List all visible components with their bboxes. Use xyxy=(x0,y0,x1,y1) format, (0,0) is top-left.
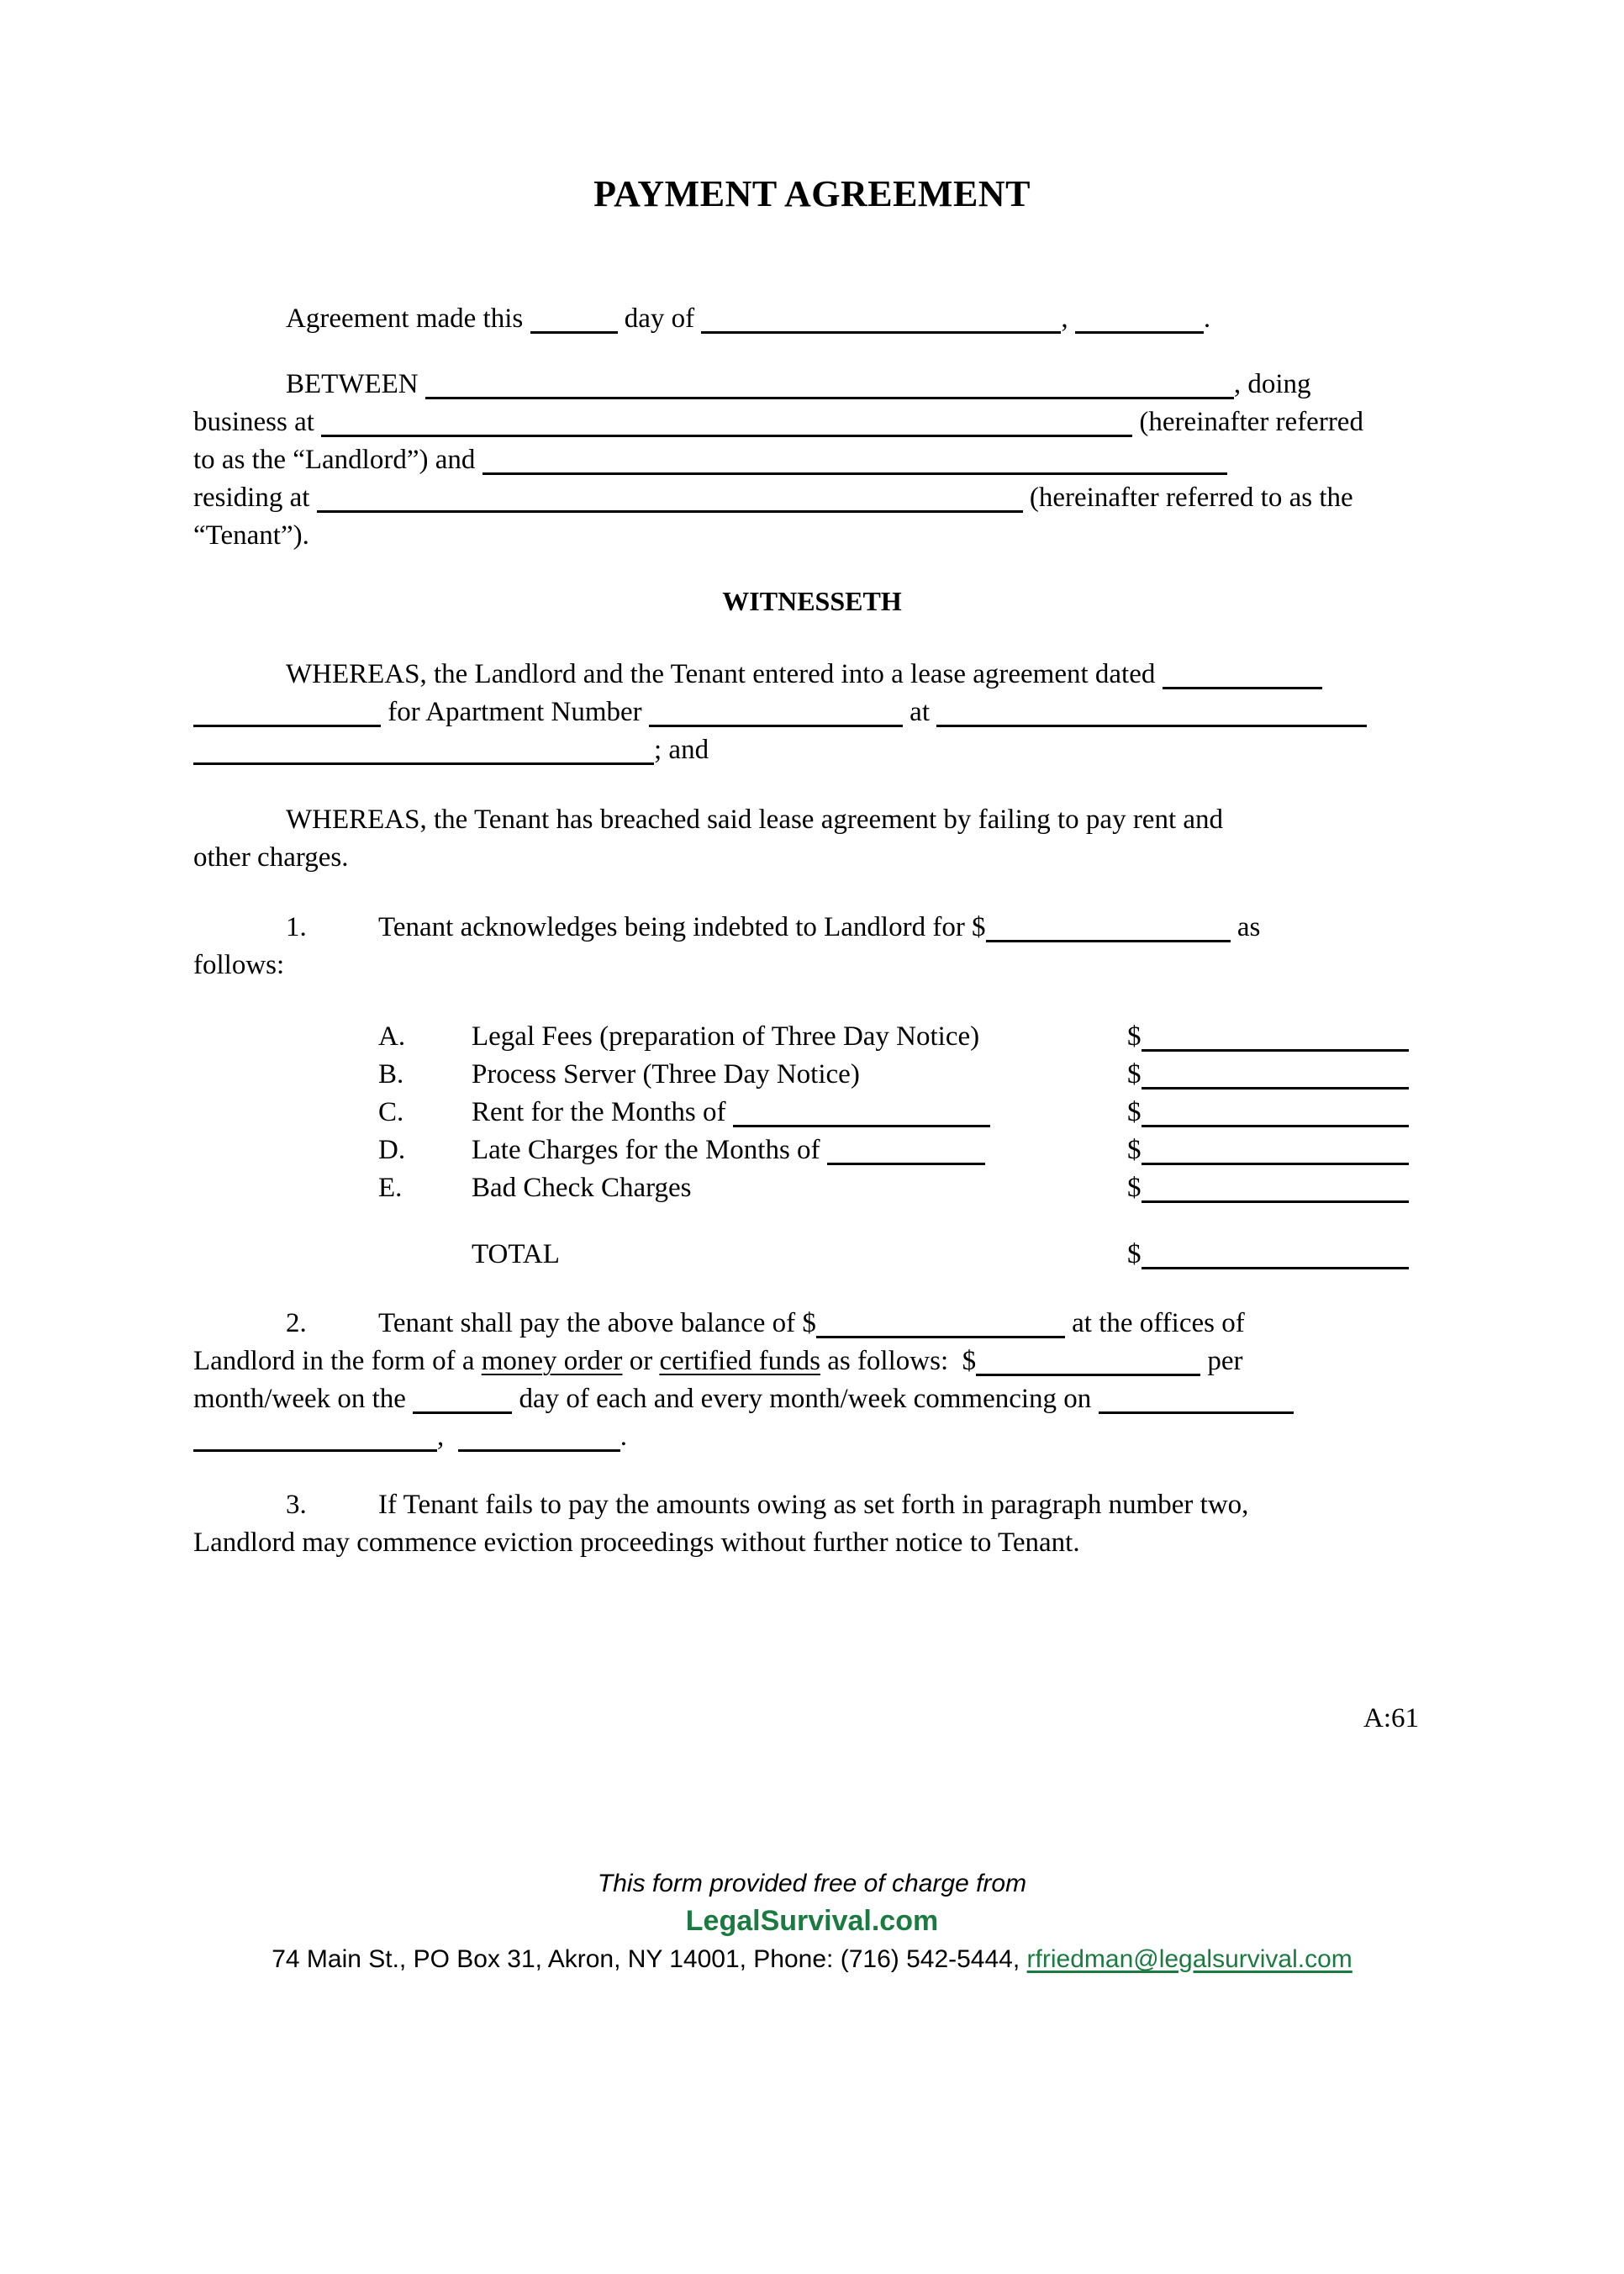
text-run: ; and xyxy=(654,735,709,765)
text-run: . xyxy=(1203,303,1211,334)
underlined-text: money order xyxy=(481,1346,623,1376)
charge-row xyxy=(378,1056,1431,1094)
text-run: . xyxy=(620,1422,627,1452)
footer-site-name: LegalSurvival.com xyxy=(685,1905,939,1937)
page-content xyxy=(0,172,1624,1978)
footer-address-text: 74 Main St., PO Box 31, Akron, NY 14001, Phone: (716) 542-5444, xyxy=(272,1945,1027,1973)
text-run: , doing xyxy=(1233,369,1311,399)
text-run: Tenant shall pay the above balance of $ xyxy=(378,1308,816,1338)
text-run: to as the “Landlord”) and xyxy=(193,445,482,475)
charge-letter: A. xyxy=(378,1021,406,1052)
blank-field xyxy=(1142,1163,1409,1165)
charge-label xyxy=(472,1018,1127,1056)
text-run: Landlord may commence eviction proceedings without further notice to Tenant. xyxy=(193,1527,1080,1558)
blank-field xyxy=(1075,331,1204,334)
total-letter-spacer xyxy=(378,1236,472,1274)
charge-label xyxy=(472,1056,1127,1094)
text-run: , xyxy=(437,1422,458,1452)
doc-code: A:61 xyxy=(1363,1703,1419,1733)
text-run: , xyxy=(1061,303,1075,334)
blank-field xyxy=(482,472,1227,475)
text-run: Tenant acknowledges being indebted to Landlord for $ xyxy=(378,912,986,942)
total-amount-field xyxy=(1127,1236,1413,1274)
text-run: residing at xyxy=(193,483,317,513)
text-run: per xyxy=(1200,1346,1243,1376)
blank-field xyxy=(425,397,1234,399)
text-run: at xyxy=(902,697,937,727)
document-title: PAYMENT AGREEMENT xyxy=(593,173,1031,214)
form-line xyxy=(193,517,1431,555)
form-line xyxy=(193,947,1431,984)
clause-number: 2. xyxy=(286,1308,307,1338)
blank-field xyxy=(193,725,381,727)
form-line xyxy=(193,479,1431,517)
blank-field xyxy=(321,435,1132,437)
footer xyxy=(193,1865,1431,1978)
text-run: month/week on the xyxy=(193,1384,414,1414)
charge-label xyxy=(472,1094,1127,1132)
blank-field xyxy=(816,1336,1065,1338)
blank-field xyxy=(1163,687,1322,689)
text-run: Bad Check Charges xyxy=(472,1173,692,1203)
blank-field xyxy=(413,1411,512,1414)
charge-amount-field xyxy=(1127,1018,1413,1056)
blank-field xyxy=(193,762,654,765)
charge-letter: E. xyxy=(378,1173,403,1203)
clause-2 xyxy=(193,1305,1431,1456)
text-run: Rent for the Months of xyxy=(472,1097,733,1127)
charge-row xyxy=(378,1018,1431,1056)
text-run: WHEREAS, the Tenant has breached said lease agreement by failing to pay rent and xyxy=(286,805,1224,835)
text-run: follows: xyxy=(193,950,285,980)
form-line xyxy=(286,1305,1431,1343)
charge-amount-field xyxy=(1127,1056,1413,1094)
charge-row xyxy=(378,1169,1431,1207)
blank-field xyxy=(733,1125,990,1127)
blank-field xyxy=(1142,1267,1409,1269)
text-run: Legal Fees (preparation of Three Day Notice) xyxy=(472,1021,980,1052)
text-run: day of xyxy=(617,303,702,334)
text-run: Agreement made this xyxy=(286,303,530,334)
form-line xyxy=(193,1380,1431,1418)
intro-line xyxy=(286,300,1431,338)
text-run: (hereinafter referred to as the xyxy=(1022,483,1353,513)
blank-field xyxy=(1142,1200,1409,1203)
dollar-sign: $ xyxy=(1127,1097,1142,1127)
form-line xyxy=(193,1524,1431,1562)
text-run: for Apartment Number xyxy=(381,697,649,727)
form-line xyxy=(286,1486,1431,1524)
charge-label xyxy=(472,1132,1127,1169)
clause-text xyxy=(378,912,1260,942)
charge-row xyxy=(378,1094,1431,1132)
text-run: as xyxy=(1230,912,1261,942)
blank-field xyxy=(530,331,618,334)
form-line xyxy=(193,694,1431,731)
blank-field xyxy=(1142,1049,1409,1052)
blank-field xyxy=(1099,1411,1294,1414)
footer-provided-by: This form provided free of charge from xyxy=(597,1870,1027,1897)
blank-field xyxy=(649,725,903,727)
witnesseth-heading: WITNESSETH xyxy=(722,586,902,616)
clause-text xyxy=(378,1490,1248,1520)
text-run: at the offices of xyxy=(1064,1308,1245,1338)
whereas-breach-paragraph xyxy=(193,801,1431,877)
form-line xyxy=(193,1343,1431,1380)
charge-letter: D. xyxy=(378,1135,406,1165)
footer-email-link[interactable]: rfriedman@legalsurvival.com xyxy=(1026,1945,1352,1973)
text-run: business at xyxy=(193,407,322,437)
text-run: WHEREAS, the Landlord and the Tenant entered into a lease agreement dated xyxy=(286,659,1163,689)
dollar-sign: $ xyxy=(1127,1059,1142,1090)
clause-text xyxy=(378,1308,1245,1338)
blank-field xyxy=(193,1449,437,1452)
document-page xyxy=(0,172,1624,2274)
form-line xyxy=(193,731,1431,769)
total-row xyxy=(378,1236,1431,1274)
charge-label xyxy=(472,1169,1127,1207)
charge-amount-field xyxy=(1127,1094,1413,1132)
whereas-lease-paragraph xyxy=(193,656,1431,769)
clause-1 xyxy=(193,909,1431,984)
blank-field xyxy=(976,1374,1200,1376)
form-line xyxy=(193,441,1431,479)
total-label: TOTAL xyxy=(472,1239,560,1269)
blank-field xyxy=(1142,1125,1409,1127)
dollar-sign: $ xyxy=(1127,1239,1142,1269)
form-line xyxy=(286,366,1431,404)
underlined-text: certified funds xyxy=(659,1346,820,1376)
text-run: “Tenant”). xyxy=(193,520,309,551)
form-line xyxy=(193,404,1431,441)
blank-field xyxy=(1142,1087,1409,1090)
text-run: Landlord in the form of a xyxy=(193,1346,482,1376)
form-line xyxy=(193,1418,1431,1456)
charge-amount-field xyxy=(1127,1169,1413,1207)
text-run: Process Server (Three Day Notice) xyxy=(472,1059,860,1090)
between-paragraph xyxy=(193,366,1431,555)
blank-field xyxy=(317,510,1023,513)
blank-field xyxy=(986,940,1231,942)
charges-list xyxy=(193,1018,1431,1207)
text-run: day of each and every month/week commencing on xyxy=(512,1384,1099,1414)
charge-letter: C. xyxy=(378,1097,404,1127)
text-run: other charges. xyxy=(193,842,349,873)
dollar-sign: $ xyxy=(1127,1173,1142,1203)
dollar-sign: $ xyxy=(1127,1021,1142,1052)
charge-row xyxy=(378,1132,1431,1169)
charge-amount-field xyxy=(1127,1132,1413,1169)
text-run: Late Charges for the Months of xyxy=(472,1135,827,1165)
blank-field xyxy=(827,1163,985,1165)
footer-address xyxy=(193,1940,1431,1978)
form-line xyxy=(286,656,1431,694)
clause-3 xyxy=(193,1486,1431,1562)
text-run: (hereinafter referred xyxy=(1132,407,1363,437)
blank-field xyxy=(936,725,1367,727)
clause-number: 3. xyxy=(286,1490,307,1520)
text-run: If Tenant fails to pay the amounts owing as set forth in paragraph number two, xyxy=(378,1490,1249,1520)
clause-number: 1. xyxy=(286,912,307,942)
blank-field xyxy=(458,1449,620,1452)
form-line xyxy=(286,909,1431,947)
text-run: or xyxy=(622,1346,660,1376)
dollar-sign: $ xyxy=(1127,1135,1142,1165)
charge-letter: B. xyxy=(378,1059,404,1090)
text-run: as follows: $ xyxy=(820,1346,977,1376)
text-run: BETWEEN xyxy=(286,369,425,399)
blank-field xyxy=(701,331,1061,334)
form-line xyxy=(193,839,1431,877)
form-line xyxy=(286,801,1431,839)
